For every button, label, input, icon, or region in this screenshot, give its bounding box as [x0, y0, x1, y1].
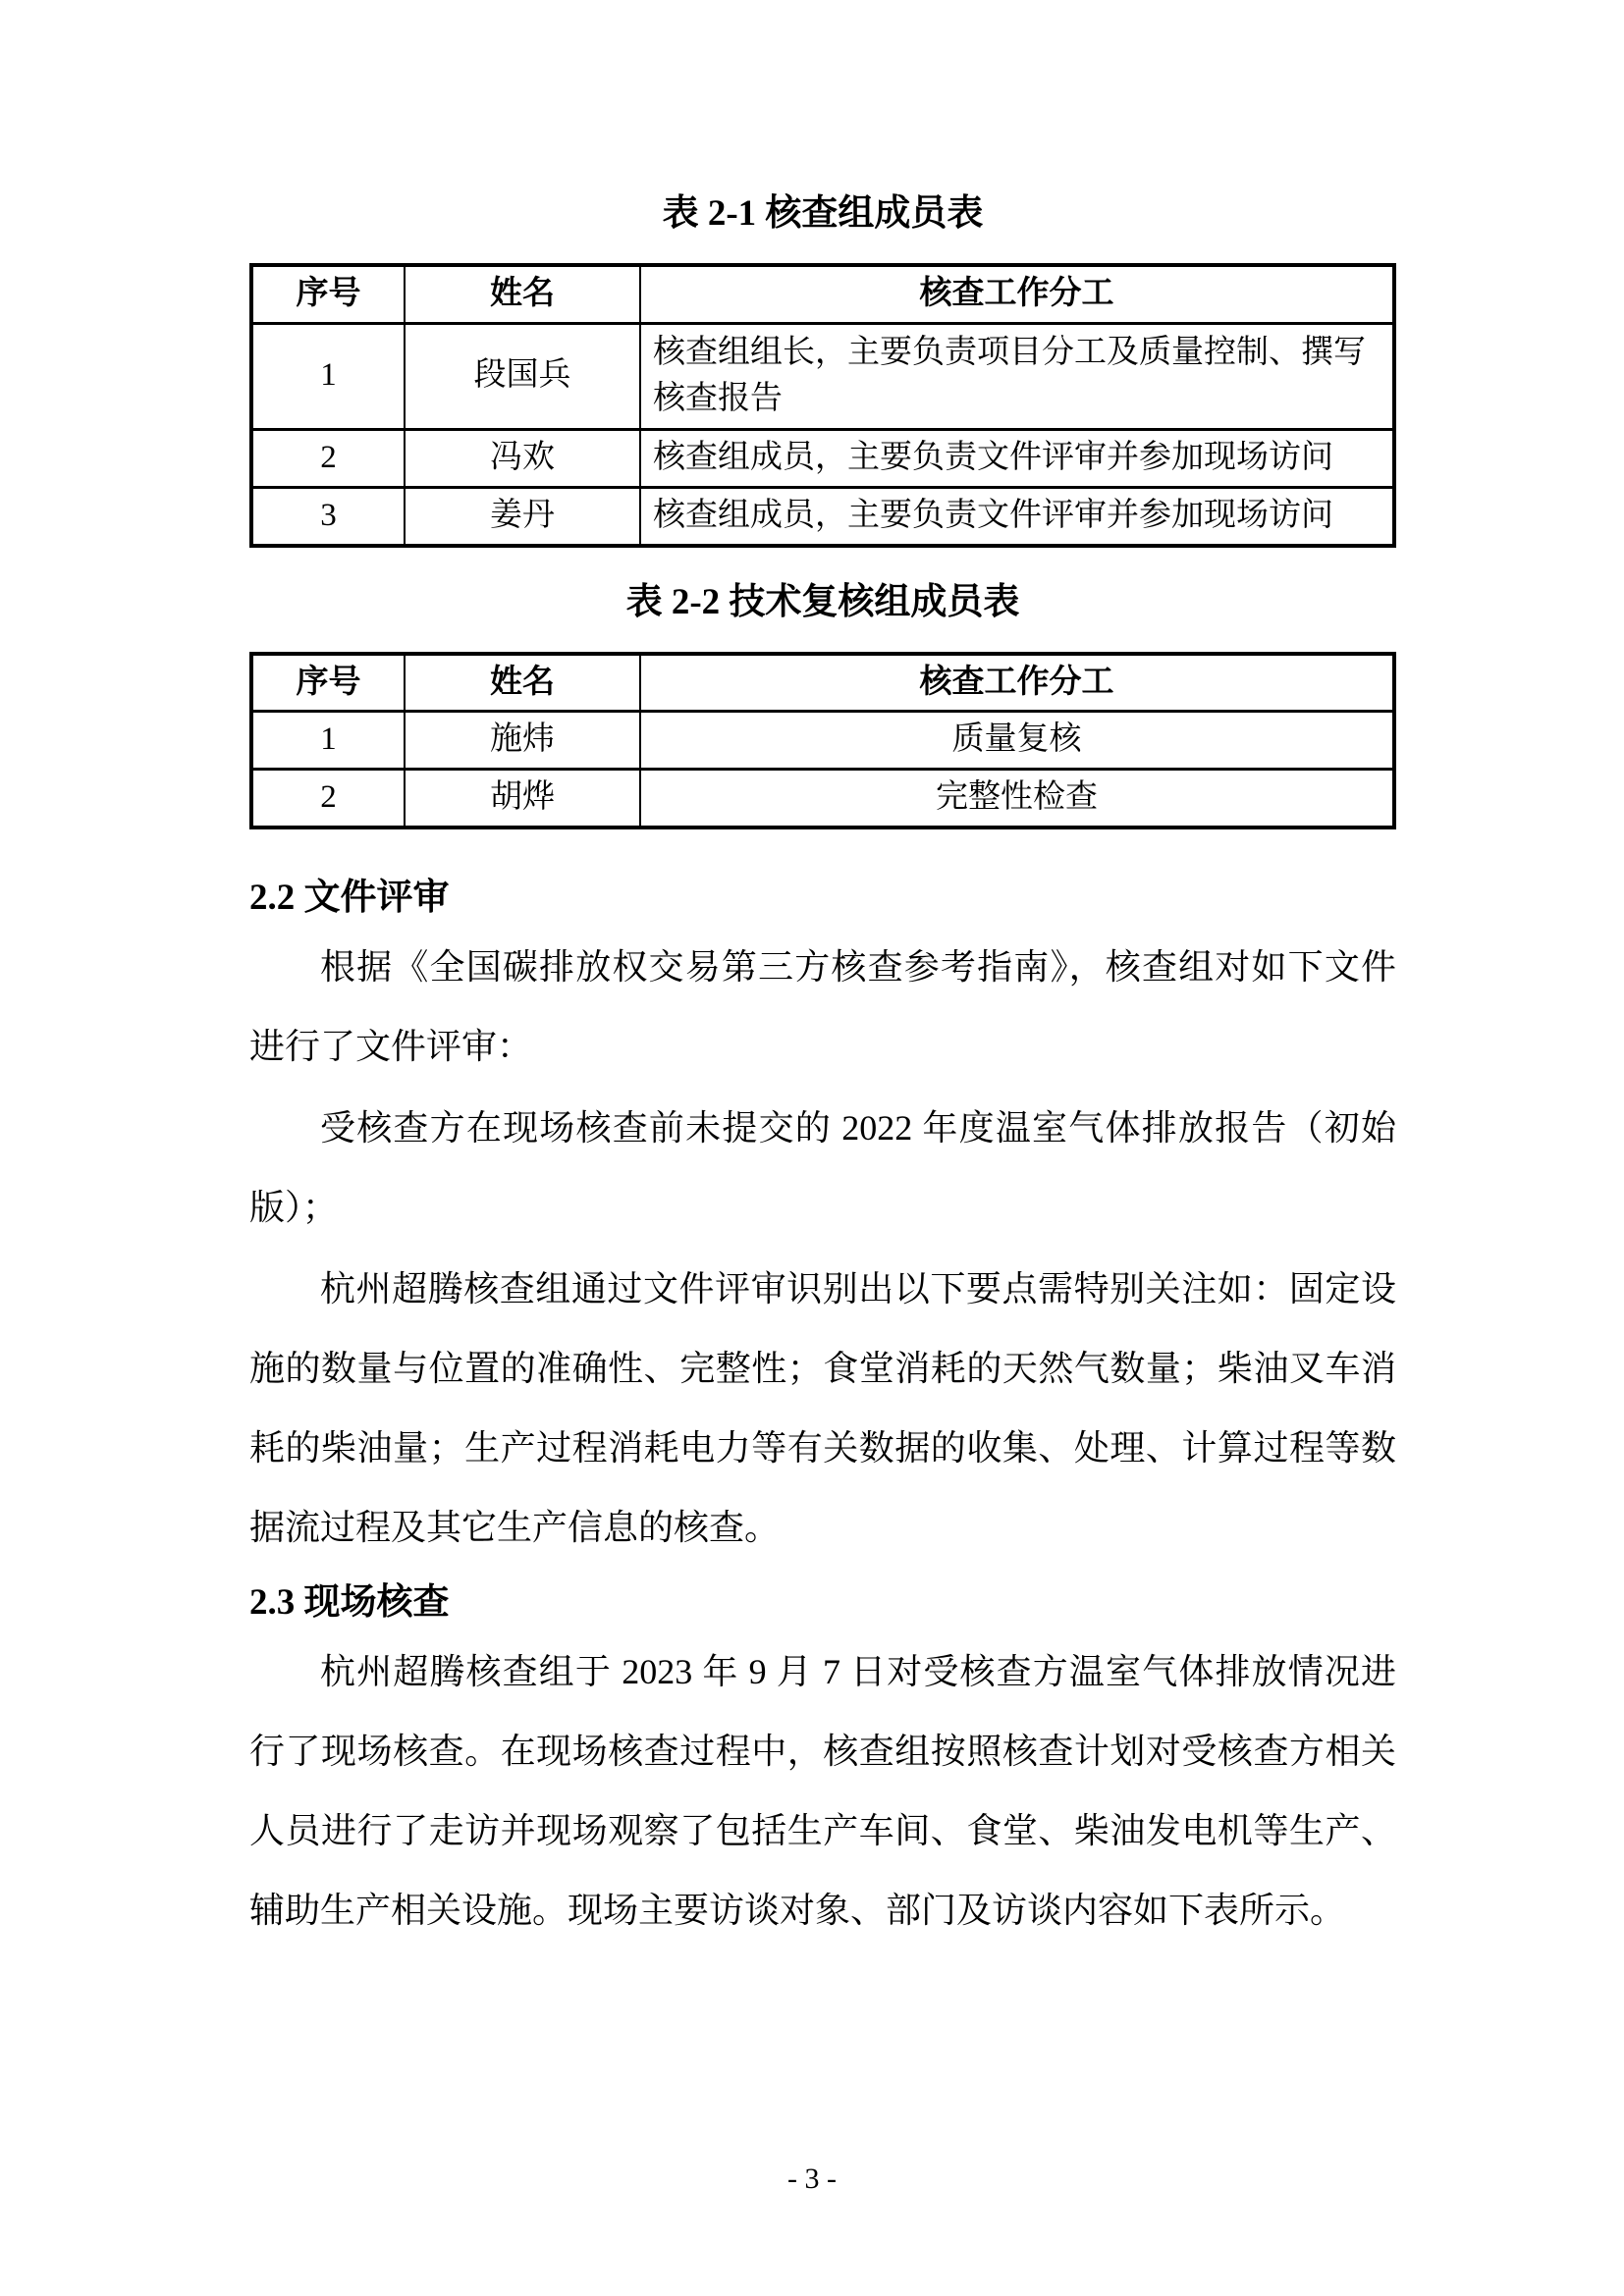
table-header-row: [251, 654, 1394, 712]
table-2-1-title: 表 2-1 核查组成员表: [662, 193, 984, 234]
column-header-name: 姓名: [405, 654, 640, 712]
paragraph: 根据《全国碳排放权交易第三方核查参考指南》，核查组对如下文件进行了文件评审：: [249, 947, 1396, 1067]
column-header-index: 序号: [251, 265, 405, 323]
technical-review-team-table: [249, 652, 1396, 830]
cell-index: 2: [251, 770, 405, 828]
table-row: [251, 429, 1394, 487]
cell-index: 2: [251, 429, 405, 487]
paragraph: 受核查方在现场核查前未提交的 2022 年度温室气体排放报告（初始版）；: [249, 1108, 1396, 1228]
table-row: [251, 712, 1394, 770]
table-header-row: [251, 265, 1394, 323]
table-row: [251, 487, 1394, 545]
cell-index: 1: [251, 323, 405, 429]
cell-name: 冯欢: [405, 429, 640, 487]
table-row: [251, 323, 1394, 429]
column-header-duty: 核查工作分工: [640, 654, 1394, 712]
cell-duty: 完整性检查: [640, 770, 1394, 828]
cell-index: 3: [251, 487, 405, 545]
cell-duty: 质量复核: [640, 712, 1394, 770]
cell-name: 胡烨: [405, 770, 640, 828]
cell-name: 施炜: [405, 712, 640, 770]
page-content: [249, 0, 1396, 1950]
column-header-index: 序号: [251, 654, 405, 712]
cell-name: 段国兵: [405, 323, 640, 429]
paragraph: 杭州超腾核查组通过文件评审识别出以下要点需特别关注如：固定设施的数量与位置的准确性、完整性；食堂消耗的天然气数量；柴油叉车消耗的柴油量；生产过程消耗电力等有关数据的收集、处理、计算过程等数据流过程及其它生产信息的核查。: [249, 1269, 1396, 1548]
column-header-duty: 核查工作分工: [640, 265, 1394, 323]
cell-name: 姜丹: [405, 487, 640, 545]
cell-index: 1: [251, 712, 405, 770]
section-2-3-heading: 2.3 现场核查: [249, 1582, 450, 1624]
column-header-name: 姓名: [405, 265, 640, 323]
verification-team-table: [249, 263, 1396, 548]
page-number: - 3 -: [787, 2163, 837, 2195]
cell-duty: 核查组成员，主要负责文件评审并参加现场访问: [640, 429, 1394, 487]
paragraph: 杭州超腾核查组于 2023 年 9 月 7 日对受核查方温室气体排放情况进行了现场核查。在现场核查过程中，核查组按照核查计划对受核查方相关人员进行了走访并现场观察了包括生产车间、食堂、柴油发电机等生产、辅助生产相关设施。现场主要访谈对象、部门及访谈内容如下表所示。: [249, 1652, 1396, 1931]
cell-duty: 核查组成员，主要负责文件评审并参加现场访问: [640, 487, 1394, 545]
section-2-2-heading: 2.2 文件评审: [249, 878, 450, 919]
table-row: [251, 770, 1394, 828]
table-2-2-title: 表 2-2 技术复核组成员表: [625, 581, 1020, 622]
cell-duty: 核查组组长，主要负责项目分工及质量控制、撰写核查报告: [640, 323, 1394, 429]
